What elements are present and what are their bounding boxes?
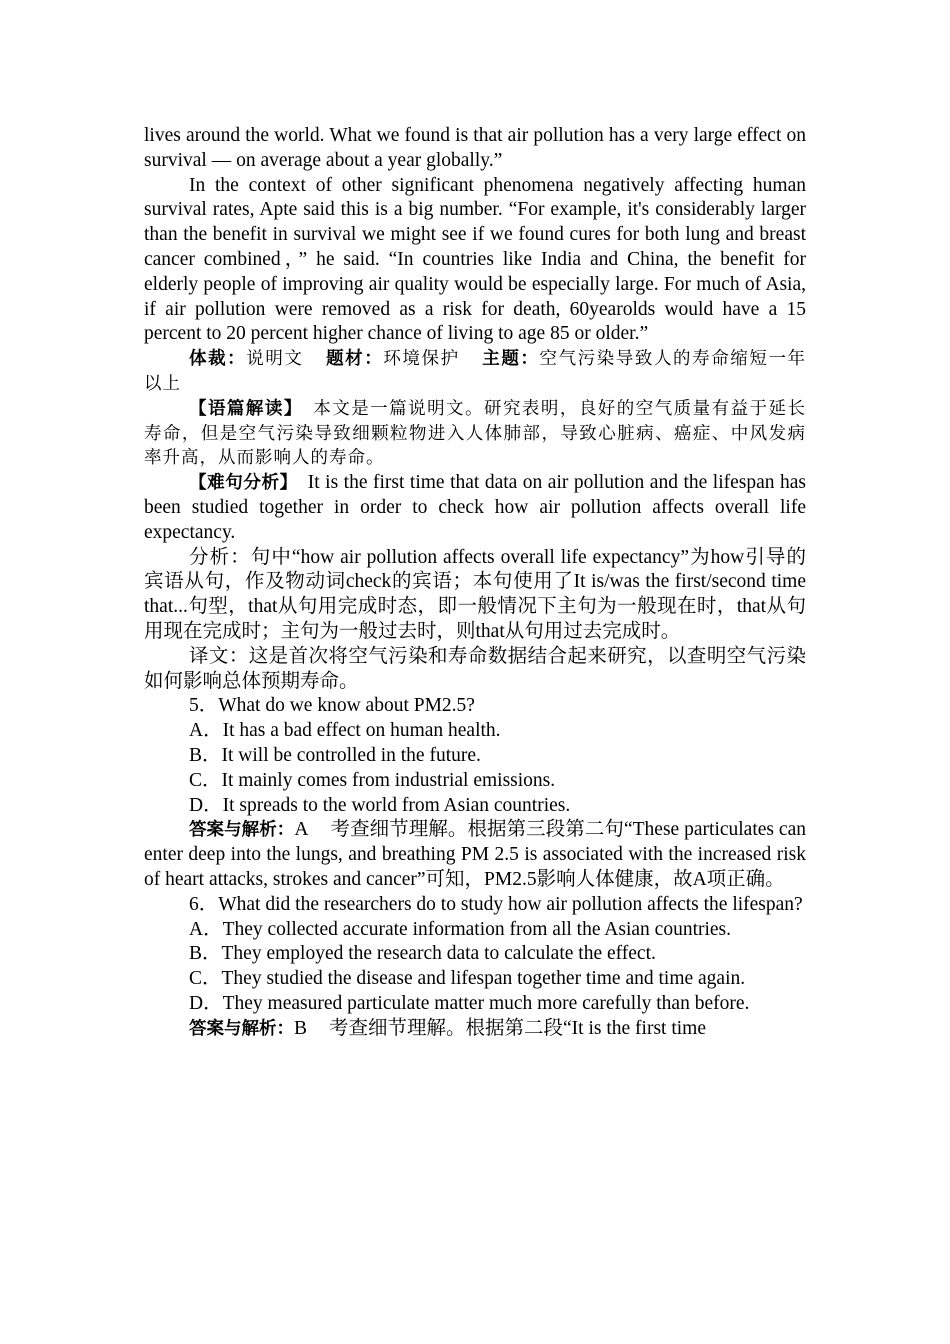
document-page: [144, 124, 806, 1041]
paragraph-continued: lives around the world. What we found is that air pollution has a very large effect on survival — on average about a year globally.”: [144, 125, 806, 171]
q5-answer-label: 答案与解析：: [189, 820, 295, 841]
theme-label: 主题：: [481, 349, 540, 370]
question-6: 6．What did the researchers do to study how air pollution affects the lifespan?: [189, 893, 803, 915]
paragraph-apte: In the context of other significant phenomena negatively affecting human survival rates, Apte said this is a big number. “For example, it's considerably larger than the benefit in survival we might see if we found cures for both lung and breast cancer combined，” he said. “In countries like India and China, the benefit for elderly people of improving air quality would be especially large. For much of Asia, if air pollution were removed as a risk for death, 60yearolds would have a 15 percent to 20 percent higher chance of living to age 85 or older.”: [144, 174, 806, 345]
q5-answer-letter: A: [294, 819, 309, 841]
q5-answer-text: 考查细节理解。根据第三段第二句“These particulates can enter deep into the lungs, and breathing PM 2.5 is associated with the increased risk of heart attacks, strokes and cancer”可知，PM2.5影响人体健康，故A项正确。: [144, 819, 806, 890]
genre-value: 说明文: [246, 349, 304, 370]
q6-option-d: D．They measured particulate matter much more carefully than before.: [189, 992, 750, 1014]
genre-label: 体裁：: [189, 349, 247, 370]
difficult-analysis: 分析：句中“how air pollution affects overall life expectancy”为how引导的宾语从句，作及物动词check的宾语；本句使用了It is/was the first/second time that...句型，that从句用完成时态，即一般情况下主句为一般现在时，that从句用现在完成时；主句为一般过去时，则that从句用过去完成时。: [144, 546, 806, 642]
q6-answer-label: 答案与解析：: [189, 1018, 294, 1039]
q6-option-b: B．They employed the research data to calculate the effect.: [189, 943, 656, 965]
q6-option-a: A．They collected accurate information from all the Asian countries.: [189, 918, 732, 940]
difficult-label: 【难句分析】: [189, 473, 298, 494]
q6-answer-text: 考查细节理解。根据第二段“It is the first time: [329, 1017, 706, 1039]
q6-option-c: C．They studied the disease and lifespan together time and time again.: [189, 968, 746, 990]
difficult-sentence: [144, 471, 806, 545]
q6-answer: [144, 1017, 806, 1042]
topic-label: 题材：: [325, 349, 384, 370]
meta-line: [144, 347, 806, 397]
theme-value: 空气污染导致人的寿命缩短一年以上: [144, 349, 807, 394]
q6-answer-letter: B: [294, 1017, 308, 1039]
q5-answer: [144, 818, 806, 892]
question-5: 5．What do we know about PM2.5?: [189, 695, 475, 717]
topic-value: 环境保护: [383, 349, 460, 370]
reading-analysis: [144, 397, 806, 471]
q5-option-a: A．It has a bad effect on human health.: [189, 720, 501, 742]
q5-option-d: D．It spreads to the world from Asian countries.: [189, 794, 571, 816]
reading-label: 【语篇解读】: [189, 398, 303, 419]
difficult-translation: 译文：这是首次将空气污染和寿命数据结合起来研究，以查明空气污染如何影响总体预期寿命。: [144, 645, 806, 692]
difficult-sentence-text: It is the first time that data on air pollution and the lifespan has been studied together in order to check how air pollution affects overall life expectancy.: [144, 472, 807, 543]
q5-option-b: B．It will be controlled in the future.: [189, 744, 481, 766]
q5-option-c: C．It mainly comes from industrial emissions.: [189, 769, 556, 791]
reading-text: 本文是一篇说明文。研究表明，良好的空气质量有益于延长寿命，但是空气污染导致细颗粒物进入人体肺部，导致心脏病、癌症、中风发病率升高，从而影响人的寿命。: [144, 398, 806, 469]
